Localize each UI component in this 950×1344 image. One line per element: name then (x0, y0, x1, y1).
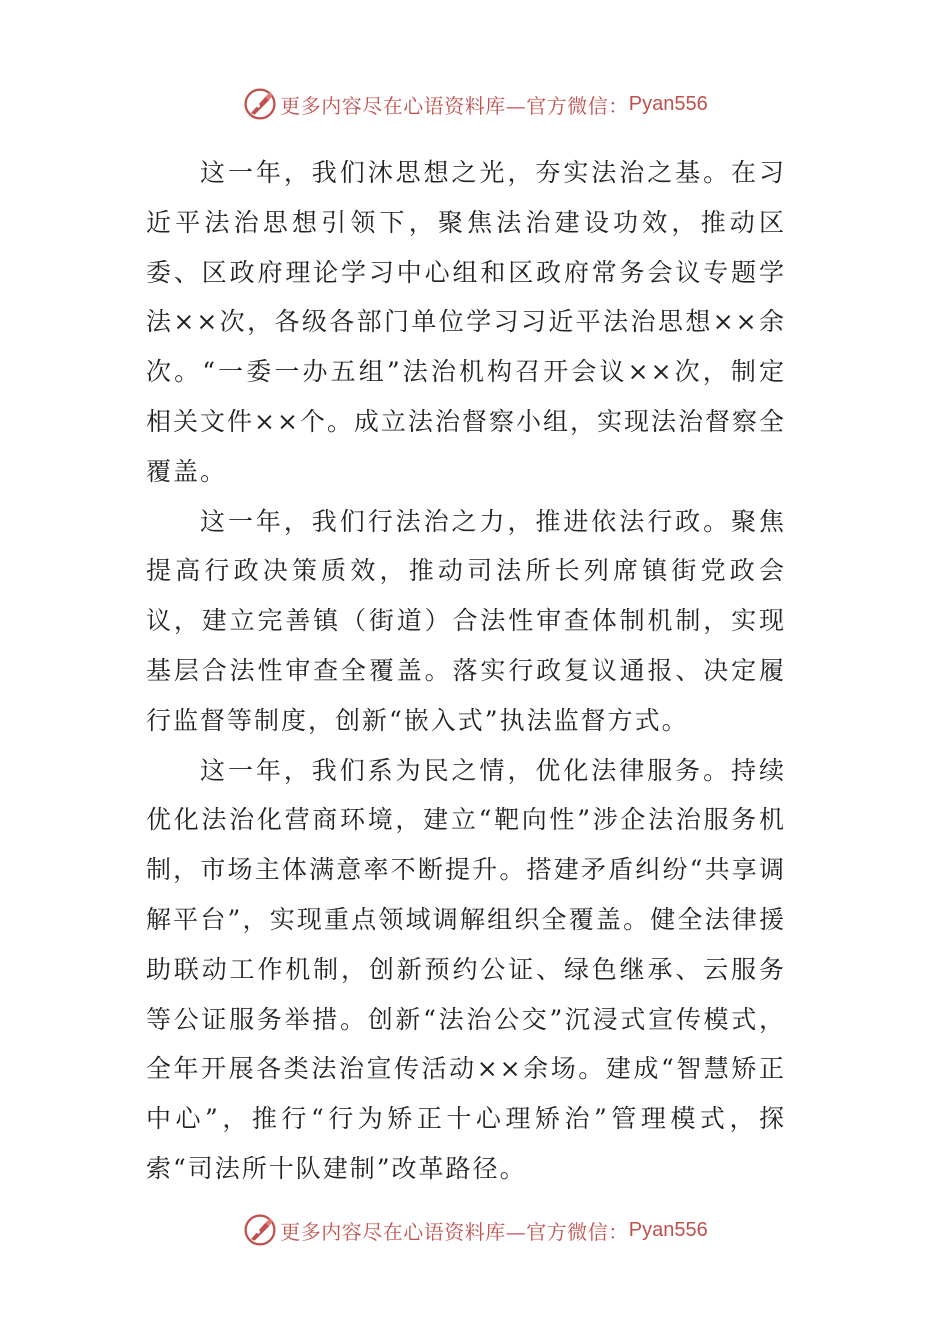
paragraph-2: 这一年，我们行法治之力，推进依法行政。聚焦提高行政决策质效，推动司法所长列席镇街党政会议，建立完善镇（街道）合法性审查体制机制，实现基层合法性审查全覆盖。落实行政复议通报、决定履行监督等制度，创新“嵌入式”执法监督方式。 (146, 506, 786, 735)
document-body (146, 148, 786, 1194)
pen-nib-logo-icon (242, 1212, 278, 1248)
header-banner-text: 更多内容尽在心语资料库—官方微信： (280, 93, 629, 118)
header-wechat-id: Pyan556 (628, 92, 708, 115)
footer-banner-text: 更多内容尽在心语资料库—官方微信： (280, 1219, 629, 1244)
footer-wechat-id: Pyan556 (628, 1218, 708, 1241)
paragraph-3: 这一年，我们系为民之情，优化法律服务。持续优化法治化营商环境，建立“靶向性”涉企法治服务机制，市场主体满意率不断提升。搭建矛盾纠纷“共享调解平台”，实现重点领域调解组织全覆盖。健全法律援助联动工作机制，创新预约公证、绿色继承、云服务等公证服务举措。创新“法治公交”沉浸式宣传模式，全年开展各类法治宣传活动××余场。建成“智慧矫正中心”，推行“行为矫正十心理矫治”管理模式，探索“司法所十队建制”改革路径。 (146, 755, 786, 1183)
paragraph-1: 这一年，我们沐思想之光，夯实法治之基。在习近平法治思想引领下，聚焦法治建设功效，推动区委、区政府理论学习中心组和区政府常务会议专题学法××次，各级各部门单位学习习近平法治思想××余次。“一委一办五组”法治机构召开会议××次，制定相关文件××个。成立法治督察小组，实现法治督察全覆盖。 (146, 158, 786, 486)
pen-nib-logo-icon (242, 86, 278, 122)
footer-banner (0, 1210, 950, 1250)
header-banner (0, 84, 950, 124)
